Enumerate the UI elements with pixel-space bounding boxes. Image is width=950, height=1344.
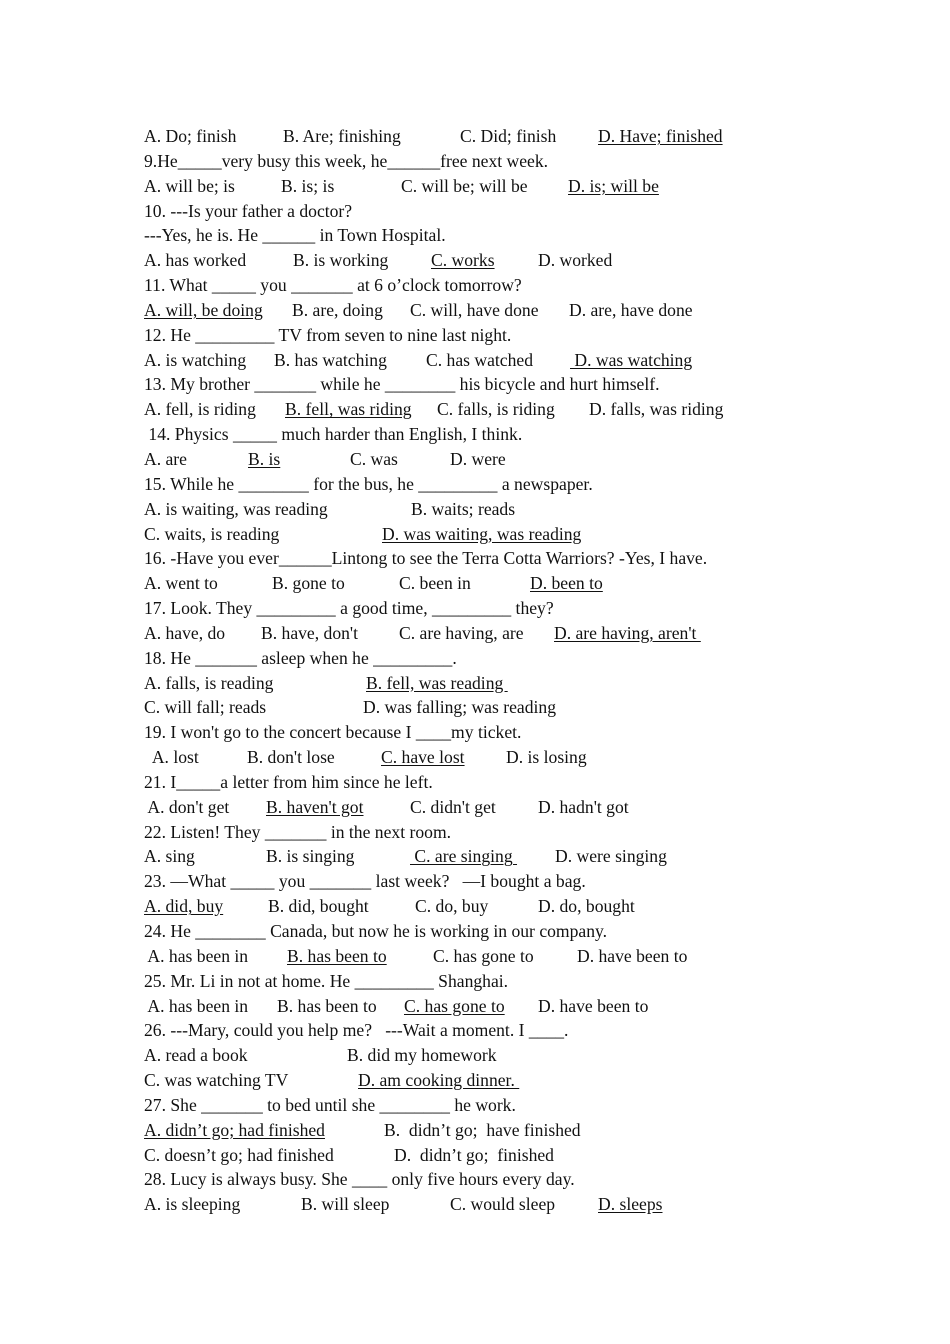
answer-options-line <box>144 571 924 596</box>
question-text: 14. Physics _____ much harder than English, I think. <box>144 424 523 445</box>
correct-answer-option: C. have lost <box>381 747 465 768</box>
answer-option: C. been in <box>399 573 471 594</box>
question-line <box>144 869 924 894</box>
answer-option: A. don't get <box>144 796 230 817</box>
answer-option: B. is working <box>293 250 389 271</box>
answer-option: C. Did; finish <box>460 126 557 146</box>
answer-option: D. have been to <box>538 995 649 1016</box>
question-text: 13. My brother _______ while he ________ his bicycle and hurt himself. <box>144 374 660 395</box>
answer-option: C. waits, is reading <box>144 523 280 544</box>
answer-options-line <box>144 795 924 820</box>
answer-option: D. were singing <box>555 846 667 867</box>
question-text: 9.He_____very busy this week, he______free next week. <box>144 150 549 171</box>
answer-option: C. didn't get <box>410 796 496 817</box>
answer-option: C. would sleep <box>450 1194 556 1215</box>
question-line <box>144 323 924 348</box>
answer-options-line <box>144 894 924 919</box>
correct-answer-option: D. am cooking dinner. <box>358 1070 520 1091</box>
answer-options-line <box>144 1068 924 1093</box>
answer-options-line <box>144 174 924 199</box>
answer-options-line <box>144 621 924 646</box>
answer-option: C. do, buy <box>415 896 489 917</box>
correct-answer-option: D. was waiting, was reading <box>382 523 582 544</box>
answer-option: B. gone to <box>272 573 345 594</box>
question-text: 19. I won't go to the concert because I ____my ticket. <box>144 722 522 743</box>
correct-answer-option: D. Have; finished <box>598 126 723 146</box>
question-text: 21. I_____a letter from him since he left. <box>144 771 433 792</box>
answer-option: B. Are; finishing <box>283 126 401 146</box>
question-text: 11. What _____ you _______ at 6 o’clock tomorrow? <box>144 275 522 296</box>
question-line <box>144 969 924 994</box>
answer-option: C. are having, are <box>399 622 524 643</box>
answer-option: B. waits; reads <box>411 498 516 519</box>
correct-answer-option: D. was watching <box>570 349 693 370</box>
question-line <box>144 919 924 944</box>
answer-option: A. is waiting, was reading <box>144 498 328 519</box>
correct-answer-option: B. fell, was riding <box>285 399 412 420</box>
answer-option: A. fell, is riding <box>144 399 256 420</box>
question-text: 24. He ________ Canada, but now he is working in our company. <box>144 921 608 941</box>
answer-option: A. will be; is <box>144 175 235 196</box>
correct-answer-option: A. didn’t go; had finished <box>144 1119 325 1140</box>
answer-option: B. has watching <box>274 349 387 370</box>
correct-answer-option: D. are having, aren't <box>554 622 701 643</box>
answer-option: D. are, have done <box>569 299 693 320</box>
answer-option: D. was falling; was reading <box>363 697 556 718</box>
question-line <box>144 472 924 497</box>
question-text: 25. Mr. Li in not at home. He _________ Shanghai. <box>144 970 509 991</box>
answer-option: A. lost <box>144 747 199 768</box>
correct-answer-option: D. is; will be <box>568 175 659 196</box>
correct-answer-option: B. fell, was reading <box>366 672 508 693</box>
question-line <box>144 372 924 397</box>
question-line <box>144 720 924 745</box>
answer-options-line <box>144 348 924 373</box>
answer-option: B. has been to <box>277 995 377 1016</box>
correct-answer-option: C. has gone to <box>404 995 505 1016</box>
question-line <box>144 1093 924 1118</box>
answer-option: D. worked <box>538 250 613 271</box>
question-text: 18. He _______ asleep when he _________. <box>144 647 457 668</box>
question-line <box>144 820 924 845</box>
question-line <box>144 223 924 248</box>
answer-options-line <box>144 671 924 696</box>
answer-option: A. read a book <box>144 1045 248 1066</box>
answer-option: A. is sleeping <box>144 1194 241 1215</box>
answer-options-line <box>144 994 924 1019</box>
answer-option: C. doesn’t go; had finished <box>144 1144 334 1165</box>
answer-option: C. has watched <box>426 349 533 370</box>
answer-options-line <box>144 695 924 720</box>
answer-option: A. Do; finish <box>144 126 237 146</box>
correct-answer-option: B. is <box>248 448 281 469</box>
answer-option: D. do, bought <box>538 896 635 917</box>
worksheet-page <box>144 124 924 1217</box>
correct-answer-option: C. are singing <box>410 846 518 867</box>
question-line <box>144 596 924 621</box>
answer-option: A. falls, is reading <box>144 672 274 693</box>
answer-option: D. is losing <box>506 747 587 768</box>
question-line <box>144 199 924 224</box>
answer-option: D. falls, was riding <box>589 399 724 420</box>
answer-option: B. have, don't <box>261 622 358 643</box>
answer-option: B. are, doing <box>292 299 383 320</box>
answer-option: A. has been in <box>144 995 249 1016</box>
answer-option: D. didn’t go; finished <box>394 1144 554 1165</box>
question-text: ---Yes, he is. He ______ in Town Hospital. <box>144 225 446 246</box>
question-line <box>144 546 924 571</box>
answer-option: A. sing <box>144 846 195 867</box>
correct-answer-option: C. works <box>431 250 495 271</box>
answer-option: A. have, do <box>144 622 226 643</box>
question-text: 16. -Have you ever______Lintong to see the Terra Cotta Warriors? -Yes, I have. <box>144 548 708 569</box>
question-text: 15. While he ________ for the bus, he _________ a newspaper. <box>144 473 593 494</box>
answer-options-line <box>144 124 924 149</box>
answer-option: C. will, have done <box>410 299 539 320</box>
answer-option: C. has gone to <box>433 945 534 966</box>
answer-option: B. did my homework <box>347 1045 497 1066</box>
answer-option: B. is singing <box>266 846 355 867</box>
answer-option: C. was watching TV <box>144 1070 289 1091</box>
answer-option: B. will sleep <box>301 1194 390 1215</box>
question-text: 22. Listen! They _______ in the next room. <box>144 821 452 842</box>
answer-options-line <box>144 1043 924 1068</box>
question-text: 27. She _______ to bed until she ________ he work. <box>144 1094 516 1115</box>
question-line <box>144 646 924 671</box>
answer-options-line <box>144 522 924 547</box>
correct-answer-option: A. will, be doing <box>144 299 263 320</box>
answer-option: B. is; is <box>281 175 335 196</box>
question-text: 12. He _________ TV from seven to nine last night. <box>144 324 512 345</box>
answer-options-line <box>144 497 924 522</box>
answer-option: A. has worked <box>144 250 247 271</box>
answer-option: C. falls, is riding <box>437 399 555 420</box>
question-line <box>144 770 924 795</box>
answer-options-line <box>144 397 924 422</box>
correct-answer-option: A. did, buy <box>144 896 224 917</box>
answer-option: D. have been to <box>577 945 688 966</box>
answer-options-line <box>144 1118 924 1143</box>
answer-option: D. hadn't got <box>538 796 629 817</box>
answer-options-line <box>144 248 924 273</box>
answer-options-line <box>144 298 924 323</box>
answer-option: D. were <box>450 448 506 469</box>
answer-option: B. didn’t go; have finished <box>384 1119 581 1140</box>
question-text: 28. Lucy is always busy. She ____ only five hours every day. <box>144 1169 575 1190</box>
answer-option: A. are <box>144 448 187 469</box>
answer-option: A. went to <box>144 573 218 594</box>
answer-option: C. will fall; reads <box>144 697 267 718</box>
answer-option: A. is watching <box>144 349 247 370</box>
question-text: 10. ---Is your father a doctor? <box>144 200 353 221</box>
question-line <box>144 422 924 447</box>
answer-option: B. did, bought <box>268 896 369 917</box>
answer-option: B. don't lose <box>247 747 335 768</box>
answer-options-line <box>144 944 924 969</box>
answer-options-line <box>144 745 924 770</box>
answer-option: A. has been in <box>144 945 249 966</box>
answer-options-line <box>144 1143 924 1168</box>
answer-options-line <box>144 844 924 869</box>
question-line <box>144 1167 924 1192</box>
question-text: 23. —What _____ you _______ last week? —I bought a bag. <box>144 871 586 892</box>
question-text: 17. Look. They _________ a good time, _________ they? <box>144 598 554 619</box>
answer-option: C. was <box>350 448 398 469</box>
question-line <box>144 273 924 298</box>
correct-answer-option: D. sleeps <box>598 1194 663 1215</box>
answer-options-line <box>144 1192 924 1217</box>
correct-answer-option: D. been to <box>530 573 603 594</box>
correct-answer-option: B. haven't got <box>266 796 364 817</box>
answer-options-line <box>144 447 924 472</box>
question-line <box>144 149 924 174</box>
question-text: 26. ---Mary, could you help me? ---Wait a moment. I ____. <box>144 1020 569 1041</box>
correct-answer-option: B. has been to <box>287 945 387 966</box>
question-line <box>144 1018 924 1043</box>
answer-option: C. will be; will be <box>401 175 528 196</box>
